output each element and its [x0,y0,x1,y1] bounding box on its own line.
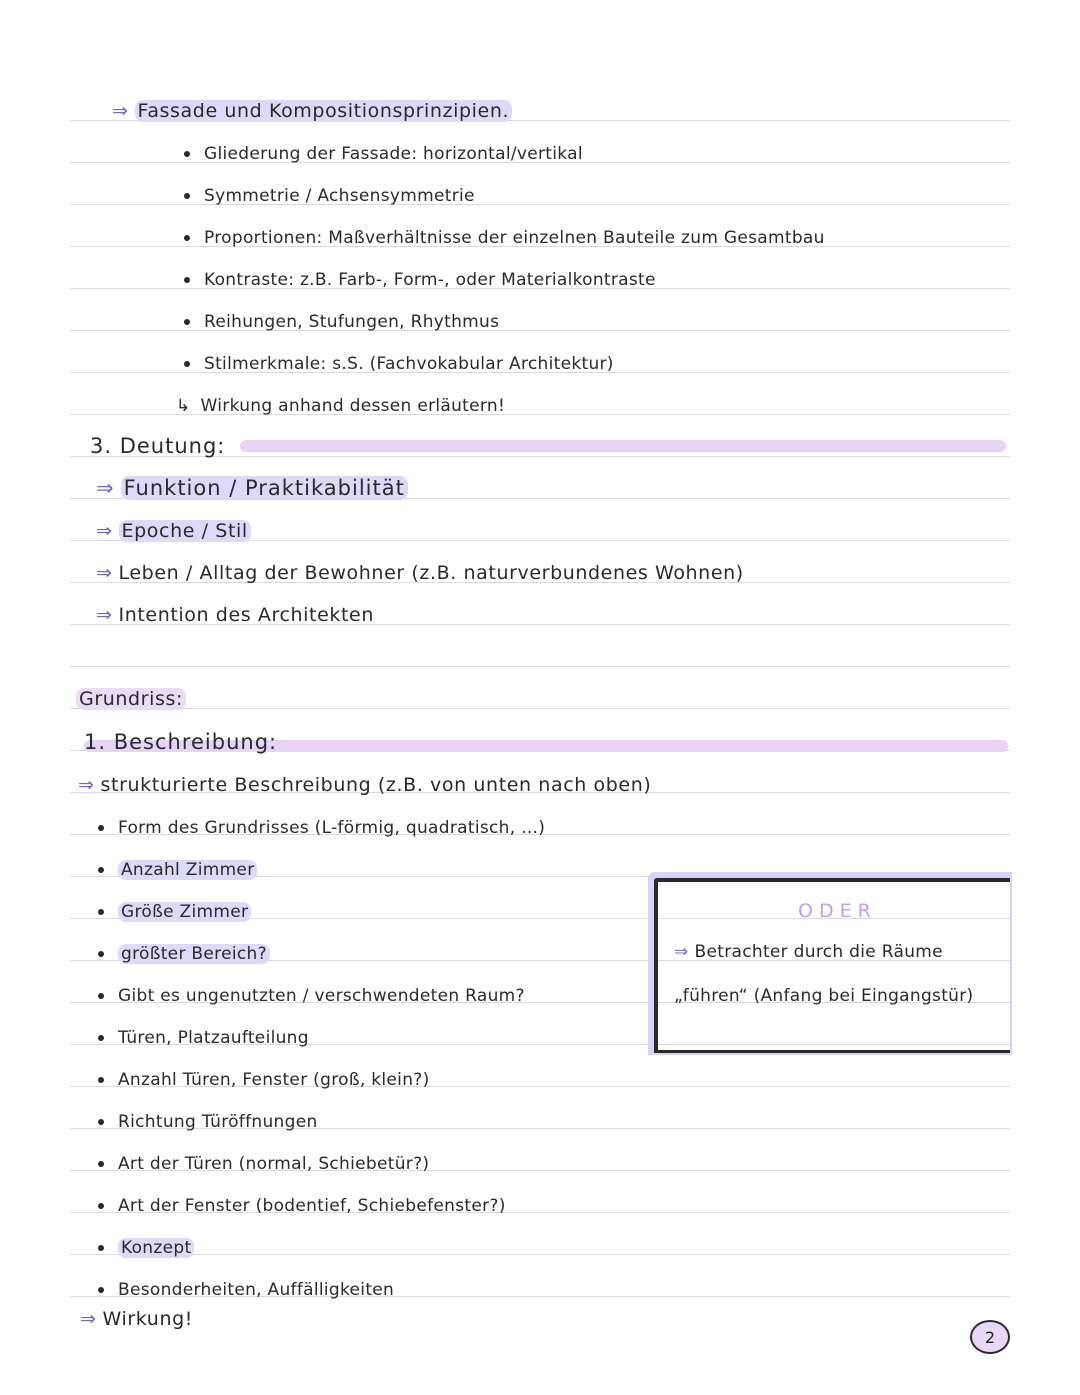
bullet-icon [184,235,190,241]
arrow-icon: ⇒ [80,1308,97,1330]
list-item: ⇒ Intention des Architekten [96,604,374,626]
beschreibung-heading: 1. Beschreibung: [84,730,278,754]
list-item: Art der Türen (normal, Schiebetür?) [98,1154,429,1174]
bullet-icon [98,1161,104,1167]
bullet-icon [98,1035,104,1041]
wirkung-note: ↳ Wirkung anhand dessen erläutern! [176,396,506,416]
fassade-heading: ⇒ Fassade und Kompositionsprinzipien. [112,100,512,122]
list-item: Konzept [98,1238,194,1258]
deutung-heading: 3. Deutung: [90,434,226,458]
bullet-icon [98,825,104,831]
bullet-icon [98,1119,104,1125]
list-item: ⇒ Funktion / Praktikabilität [96,476,408,500]
bullet-icon [184,277,190,283]
list-item: ⇒ Leben / Alltag der Bewohner (z.B. naturverbundenes Wohnen) [96,562,744,584]
list-item: Stilmerkmale: s.S. (Fachvokabular Architektur) [184,354,614,374]
heading-highlight-bar [240,440,1006,452]
bullet-icon [98,951,104,957]
list-item: Symmetrie / Achsensymmetrie [184,186,475,206]
arrow-icon: ⇒ [96,520,113,542]
bullet-icon [184,319,190,325]
list-item: Kontraste: z.B. Farb-, Form-, oder Materialkontraste [184,270,656,290]
arrow-icon: ⇒ [96,604,113,626]
arrow-icon: ⇒ [96,476,115,500]
list-item: Gliederung der Fassade: horizontal/vertikal [184,144,583,164]
list-item: Richtung Türöffnungen [98,1112,318,1132]
bullet-icon [98,993,104,999]
list-item: Art der Fenster (bodentief, Schiebefenster?) [98,1196,506,1216]
arrow-icon: ⇒ [96,562,113,584]
oder-title: ODER [798,900,877,922]
bullet-icon [184,193,190,199]
list-item: Besonderheiten, Auffälligkeiten [98,1280,394,1300]
return-arrow-icon: ↳ [176,396,191,416]
list-item: Anzahl Zimmer [98,860,257,880]
bullet-icon [98,909,104,915]
bullet-icon [184,361,190,367]
list-item: Form des Grundrisses (L-förmig, quadratisch, ...) [98,818,545,838]
list-item: Gibt es ungenutzten / verschwendeten Raum? [98,986,525,1006]
list-item: ⇒ Epoche / Stil [96,520,251,542]
list-item: ⇒ strukturierte Beschreibung (z.B. von unten nach oben) [78,774,652,796]
grundriss-heading: Grundriss: [76,688,186,710]
list-item: größter Bereich? [98,944,270,964]
oder-line-1: ⇒ Betrachter durch die Räume [674,942,943,962]
list-item: Größe Zimmer [98,902,251,922]
arrow-icon: ⇒ [674,942,689,962]
bullet-icon [98,1287,104,1293]
wirkung-final: ⇒ Wirkung! [80,1308,193,1330]
page-number: 2 [970,1320,1010,1354]
bullet-icon [184,151,190,157]
bullet-icon [98,867,104,873]
list-item: Reihungen, Stufungen, Rhythmus [184,312,499,332]
arrow-icon: ⇒ [78,774,95,796]
list-item: Anzahl Türen, Fenster (groß, klein?) [98,1070,430,1090]
bullet-icon [98,1245,104,1251]
oder-line-2: „führen“ (Anfang bei Eingangstür) [674,986,974,1006]
list-item: Proportionen: Maßverhältnisse der einzelnen Bauteile zum Gesamtbau [184,228,825,248]
list-item: Türen, Platzaufteilung [98,1028,309,1048]
arrow-icon: ⇒ [112,100,129,122]
bullet-icon [98,1077,104,1083]
bullet-icon [98,1203,104,1209]
